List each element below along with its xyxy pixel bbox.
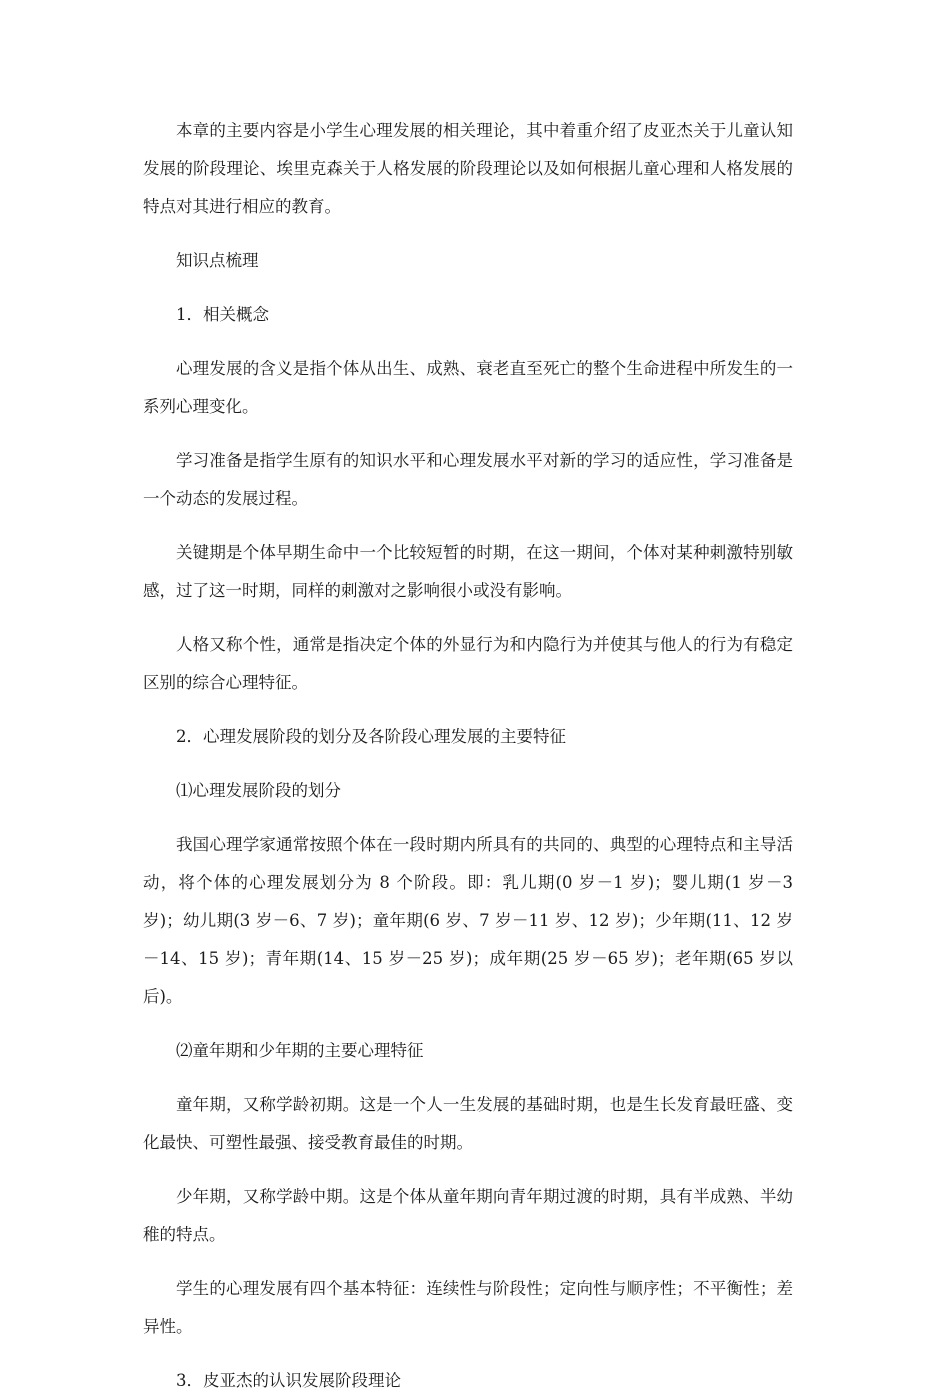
paragraph-eight-stages: 我国心理学家通常按照个体在一段时期内所具有的共同的、典型的心理特点和主导活动，将个体的心理发展划分为 8 个阶段。即：乳儿期(0 岁－1 岁)；婴儿期(1 岁－3 岁)；幼儿期(3 岁－6、7 岁)；童年期(6 岁、7 岁－11 岁、12 岁)；少年期(11、12 岁－14、15 岁)；青年期(14、15 岁－25 岁)；成年期(25 岁－65 岁)；老年期(65 岁以后)。 <box>143 835 793 1006</box>
subheading-childhood-adolescence: ⑵童年期和少年期的主要心理特征 <box>176 1041 424 1060</box>
paragraph-childhood: 童年期，又称学龄初期。这是一个人一生发展的基础时期，也是生长发育最旺盛、变化最快、可塑性最强、接受教育最佳的时期。 <box>143 1095 793 1152</box>
paragraph-learning-readiness: 学习准备是指学生原有的知识水平和心理发展水平对新的学习的适应性，学习准备是一个动态的发展过程。 <box>143 451 793 508</box>
intro-paragraph: 本章的主要内容是小学生心理发展的相关理论，其中着重介绍了皮亚杰关于儿童认知发展的阶段理论、埃里克森关于人格发展的阶段理论以及如何根据儿童心理和人格发展的特点对其进行相应的教育。 <box>143 121 793 216</box>
section-heading-knowledge-review: 知识点梳理 <box>176 251 259 270</box>
paragraph-four-characteristics: 学生的心理发展有四个基本特征：连续性与阶段性；定向性与顺序性；不平衡性；差异性。 <box>143 1279 793 1336</box>
section-heading-piaget: 3．皮亚杰的认识发展阶段理论 <box>176 1371 401 1390</box>
section-heading-development-stages: 2．心理发展阶段的划分及各阶段心理发展的主要特征 <box>176 727 566 746</box>
subheading-stage-division: ⑴心理发展阶段的划分 <box>176 781 341 800</box>
paragraph-early-adolescence: 少年期，又称学龄中期。这是个体从童年期向青年期过渡的时期，具有半成熟、半幼稚的特点。 <box>143 1187 793 1244</box>
paragraph-psychological-development: 心理发展的含义是指个体从出生、成熟、衰老直至死亡的整个生命进程中所发生的一系列心理变化。 <box>143 359 793 416</box>
paragraph-critical-period: 关键期是个体早期生命中一个比较短暂的时期，在这一期间，个体对某种刺激特别敏感，过了这一时期，同样的刺激对之影响很小或没有影响。 <box>143 543 793 600</box>
paragraph-personality: 人格又称个性，通常是指决定个体的外显行为和内隐行为并使其与他人的行为有稳定区别的综合心理特征。 <box>143 635 793 692</box>
section-heading-related-concepts: 1．相关概念 <box>176 305 269 324</box>
document-body <box>143 112 793 1400</box>
